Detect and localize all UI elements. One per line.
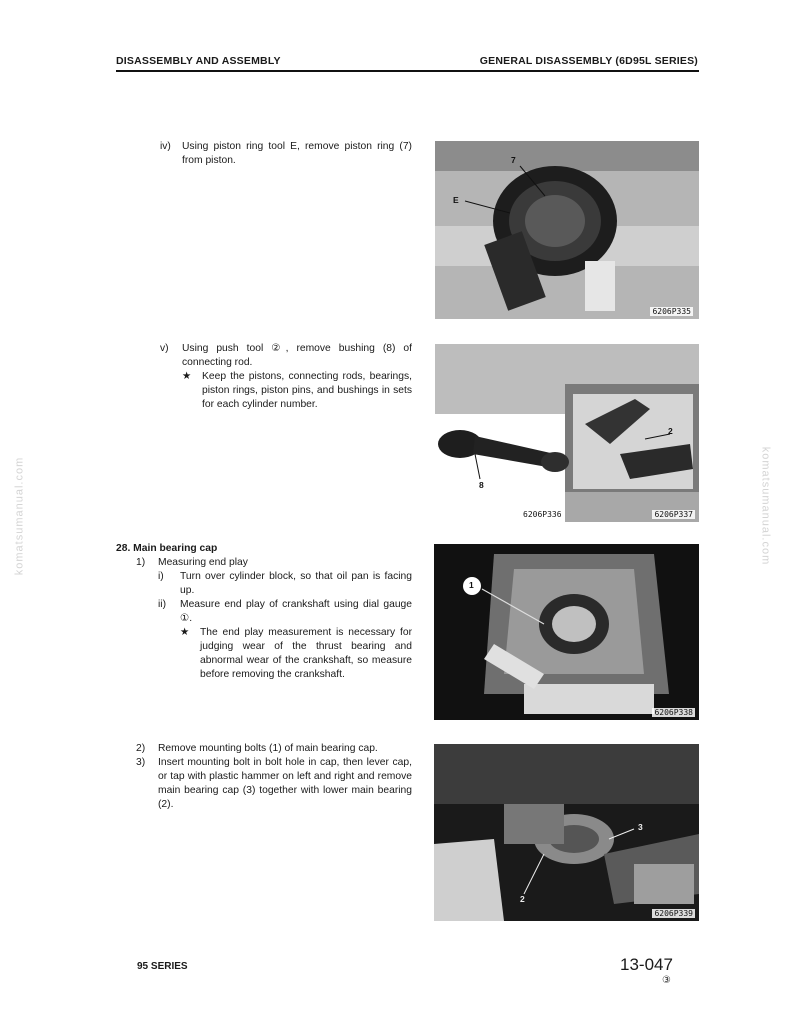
step-number: ii)	[158, 599, 167, 610]
step-text: Remove mounting bolts (1) of main bearing cap.	[158, 743, 378, 754]
photo-code: 6206P335	[652, 307, 691, 316]
footer-revision: ③	[662, 975, 671, 986]
step-number: 2)	[136, 743, 146, 754]
photo-piston-ring-tool	[435, 141, 699, 319]
step-2	[136, 742, 412, 756]
step-note	[182, 370, 412, 412]
footer-page-number: 13-047	[620, 955, 673, 974]
photo-code-right: 6206P337	[654, 510, 693, 519]
photo-code: 6206P339	[654, 909, 693, 918]
photo-connecting-rod	[435, 344, 699, 522]
header-chapter-title: GENERAL DISASSEMBLY (6D95L SERIES)	[479, 55, 698, 67]
note-text: Keep the pistons, connecting rods, bearings, piston rings, piston pins, and bushings in sets for each cylinder number.	[202, 371, 412, 410]
callout-tool-e: E	[453, 195, 459, 205]
header-rule	[116, 70, 699, 72]
watermark-right: komatsumanual.com	[759, 446, 772, 566]
star-icon: ★	[180, 627, 190, 638]
section-heading: 28. Main bearing cap	[116, 543, 218, 554]
step-number: 3)	[136, 757, 146, 768]
step-number: i)	[158, 571, 164, 582]
callout-dial-gauge: 1	[469, 580, 474, 590]
header-section-title: DISASSEMBLY AND ASSEMBLY	[116, 55, 281, 67]
step-text: Insert mounting bolt in bolt hole in cap, then lever cap, or tap with plastic hammer on left and right and remove main bearing cap (3) together with lower main bearing (2).	[158, 757, 412, 810]
callout-lower-bearing: 2	[520, 894, 525, 904]
photo-dial-gauge	[434, 544, 699, 720]
note-text: The end play measurement is necessary for judging wear of the thrust bearing and abnormal wear of the crankshaft, so measure before removing the crankshaft.	[200, 627, 412, 680]
step-number: v)	[160, 343, 169, 354]
step-3	[136, 756, 412, 812]
watermark-left: komatsumanual.com	[13, 456, 26, 576]
step-v	[160, 342, 412, 412]
photo-code-left: 6206P336	[523, 510, 562, 519]
footer-series: 95 SERIES	[137, 961, 188, 972]
step-1-i	[158, 570, 412, 598]
step-number: iv)	[160, 141, 171, 152]
step-text: Turn over cylinder block, so that oil pan is facing up.	[180, 571, 412, 596]
callout-push-tool: 2	[668, 426, 673, 436]
photo-main-bearing-cap	[434, 744, 699, 921]
step-text: Using piston ring tool E, remove piston ring (7) from piston.	[182, 141, 412, 166]
callout-bushing: 8	[479, 480, 484, 490]
photo-code: 6206P338	[654, 708, 693, 717]
star-icon: ★	[182, 371, 192, 382]
step-note	[180, 626, 412, 682]
callout-bearing-cap: 3	[638, 822, 643, 832]
step-1	[136, 556, 412, 570]
step-text: Measure end play of crankshaft using dial gauge ①.	[180, 599, 412, 624]
callout-piston-ring: 7	[511, 155, 516, 165]
step-text: Measuring end play	[158, 557, 248, 568]
step-iv	[160, 140, 412, 168]
step-number: 1)	[136, 557, 146, 568]
step-1-ii	[158, 598, 412, 682]
step-text: Using push tool ②, remove bushing (8) of connecting rod.	[182, 343, 412, 368]
